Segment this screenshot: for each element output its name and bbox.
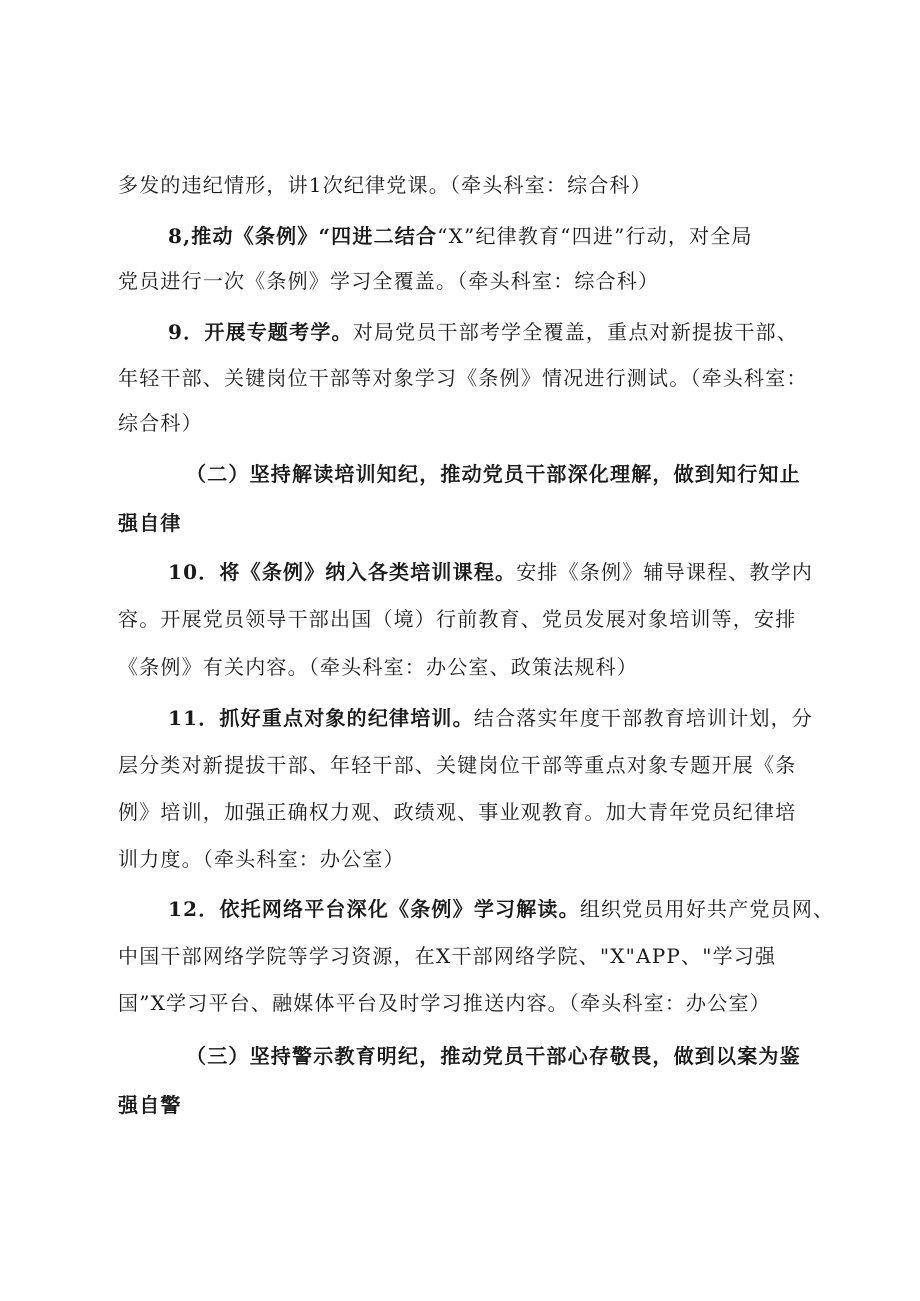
item-11-line-2: 层分类对新提拔干部、年轻干部、关键岗位干部等重点对象专题开展《条 (118, 753, 797, 777)
item-8-text: “X”纪律教育“四进”行动，对全局 (437, 224, 753, 248)
item-12-title: 12．依托网络平台深化《条例》学习解读。 (168, 897, 580, 921)
item-8-line-2: 党员进行一次《条例》学习全覆盖。（牵头科室：综合科） (118, 269, 660, 293)
item-11 (168, 705, 813, 731)
item-10-title: 10．将《条例》纳入各类培训课程。 (168, 560, 517, 584)
item-9 (168, 319, 798, 345)
paragraph-continuation: 多发的违纪情形，讲1次纪律党课。（牵头科室：综合科） (118, 173, 652, 197)
section-heading-2-line-2: 强自律 (118, 511, 182, 535)
item-10 (168, 559, 813, 585)
item-10-line-2: 容。开展党员领导干部出国（境）行前教育、党员发展对象培训等，安排 (118, 607, 797, 631)
section-heading-2: （二）坚持解读培训知纪，推动党员干部深化理解，做到知行知止 (186, 462, 801, 486)
item-12 (168, 896, 834, 922)
item-11-line-3: 例》培训，加强正确权力观、政绩观、事业观教育。加大青年党员纪律培 (118, 800, 797, 824)
item-9-line-2: 年轻干部、关键岗位干部等对象学习《条例》情况进行测试。（牵头科室： (118, 366, 808, 390)
item-9-title: 9．开展专题考学。 (168, 320, 353, 344)
item-12-line-3: 国”X学习平台、融媒体平台及时学习推送内容。（牵头科室：办公室） (118, 991, 771, 1015)
item-9-line-3: 综合科） (118, 411, 203, 435)
item-9-text: 对局党员干部考学全覆盖，重点对新提拔干部、 (352, 320, 798, 344)
section-heading-3: （三）坚持警示教育明纪，推动党员干部心存敬畏，做到以案为鉴 (186, 1044, 801, 1068)
item-12-line-2: 中国干部网络学院等学习资源，在X干部网络学院、"X"APP、"学习强 (118, 944, 777, 968)
item-10-text: 安排《条例》辅导课程、教学内 (516, 560, 814, 584)
item-11-line-4: 训力度。（牵头科室：办公室） (118, 847, 405, 871)
item-11-title: 11．抓好重点对象的纪律培训。 (168, 706, 474, 730)
item-10-line-3: 《条例》有关内容。（牵头科室：办公室、政策法规科） (118, 655, 638, 679)
item-8-title: 8,推动《条例》“四进二结合 (168, 224, 438, 248)
item-8 (168, 223, 753, 249)
item-11-text: 结合落实年度干部教育培训计划，分 (473, 706, 814, 730)
item-12-text: 组织党员用好共产党员网、 (579, 897, 835, 921)
section-heading-3-line-2: 强自警 (118, 1093, 182, 1117)
